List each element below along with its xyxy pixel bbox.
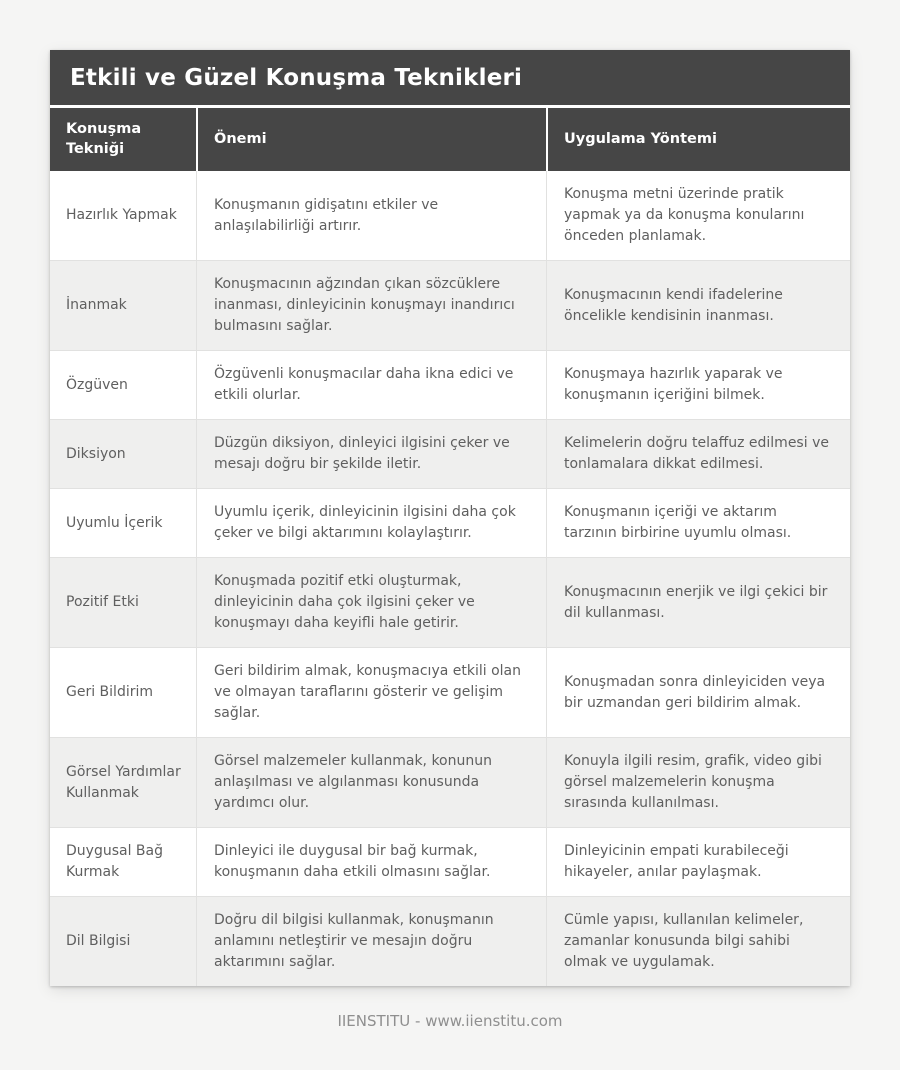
cell-importance: Konuşmanın gidişatını etkiler ve anlaşılabilirliği artırır. — [196, 171, 546, 260]
table-row — [50, 647, 850, 737]
speech-techniques-table-card — [50, 50, 850, 986]
cell-method: Dinleyicinin empati kurabileceği hikayeler, anılar paylaşmak. — [546, 827, 850, 896]
table-body — [50, 171, 850, 986]
cell-technique: Pozitif Etki — [50, 557, 196, 647]
cell-technique: Duygusal Bağ Kurmak — [50, 827, 196, 896]
cell-method: Konuşmacının kendi ifadelerine öncelikle kendisinin inanması. — [546, 260, 850, 350]
table-row — [50, 171, 850, 260]
cell-method: Konuşmadan sonra dinleyiciden veya bir uzmandan geri bildirim almak. — [546, 647, 850, 737]
cell-importance: Konuşmada pozitif etki oluşturmak, dinleyicinin daha çok ilgisini çeker ve konuşmayı daha keyifli hale getirir. — [196, 557, 546, 647]
footer-credit: IIENSTITU - www.iienstitu.com — [337, 1012, 563, 1031]
column-header-method: Uygulama Yöntemi — [546, 108, 850, 171]
cell-method: Konuşmacının enerjik ve ilgi çekici bir dil kullanması. — [546, 557, 850, 647]
cell-technique: Görsel Yardımlar Kullanmak — [50, 737, 196, 827]
table-row — [50, 260, 850, 350]
cell-importance: Doğru dil bilgisi kullanmak, konuşmanın anlamını netleştirir ve mesajın doğru aktarımını sağlar. — [196, 896, 546, 986]
cell-technique: İnanmak — [50, 260, 196, 350]
cell-importance: Konuşmacının ağzından çıkan sözcüklere inanması, dinleyicinin konuşmayı inandırıcı bulmasını sağlar. — [196, 260, 546, 350]
cell-method: Konuyla ilgili resim, grafik, video gibi görsel malzemelerin konuşma sırasında kullanılması. — [546, 737, 850, 827]
cell-technique: Diksiyon — [50, 419, 196, 488]
cell-importance: Uyumlu içerik, dinleyicinin ilgisini daha çok çeker ve bilgi aktarımını kolaylaştırır. — [196, 488, 546, 557]
table-row — [50, 737, 850, 827]
table-row — [50, 896, 850, 986]
cell-method: Cümle yapısı, kullanılan kelimeler, zamanlar konusunda bilgi sahibi olmak ve uygulamak. — [546, 896, 850, 986]
table-row — [50, 350, 850, 419]
cell-technique: Hazırlık Yapmak — [66, 207, 177, 224]
cell-importance: Özgüvenli konuşmacılar daha ikna edici ve etkili olurlar. — [196, 350, 546, 419]
cell-importance: Geri bildirim almak, konuşmacıya etkili olan ve olmayan taraflarını gösterir ve gelişim sağlar. — [196, 647, 546, 737]
cell-method: Kelimelerin doğru telaffuz edilmesi ve tonlamalara dikkat edilmesi. — [546, 419, 850, 488]
cell-method: Konuşmaya hazırlık yaparak ve konuşmanın içeriğini bilmek. — [546, 350, 850, 419]
cell-method: Konuşmanın içeriği ve aktarım tarzının birbirine uyumlu olması. — [546, 488, 850, 557]
table-title: Etkili ve Güzel Konuşma Teknikleri — [50, 50, 850, 108]
column-header-technique: Konuşma Tekniği — [66, 121, 142, 157]
table-row — [50, 557, 850, 647]
cell-technique: Dil Bilgisi — [50, 896, 196, 986]
table-row — [50, 827, 850, 896]
cell-importance: Dinleyici ile duygusal bir bağ kurmak, konuşmanın daha etkili olmasını sağlar. — [196, 827, 546, 896]
table-column-header-row — [50, 108, 850, 171]
table-row — [50, 419, 850, 488]
column-header-importance: Önemi — [196, 108, 546, 171]
cell-importance: Düzgün diksiyon, dinleyici ilgisini çeker ve mesajı doğru bir şekilde iletir. — [196, 419, 546, 488]
cell-method: Konuşma metni üzerinde pratik yapmak ya da konuşma konularını önceden planlamak. — [546, 171, 850, 260]
cell-technique: Özgüven — [50, 350, 196, 419]
cell-importance: Görsel malzemeler kullanmak, konunun anlaşılması ve algılanması konusunda yardımcı olur. — [196, 737, 546, 827]
cell-technique: Geri Bildirim — [50, 647, 196, 737]
cell-technique: Uyumlu İçerik — [50, 488, 196, 557]
table-row — [50, 488, 850, 557]
